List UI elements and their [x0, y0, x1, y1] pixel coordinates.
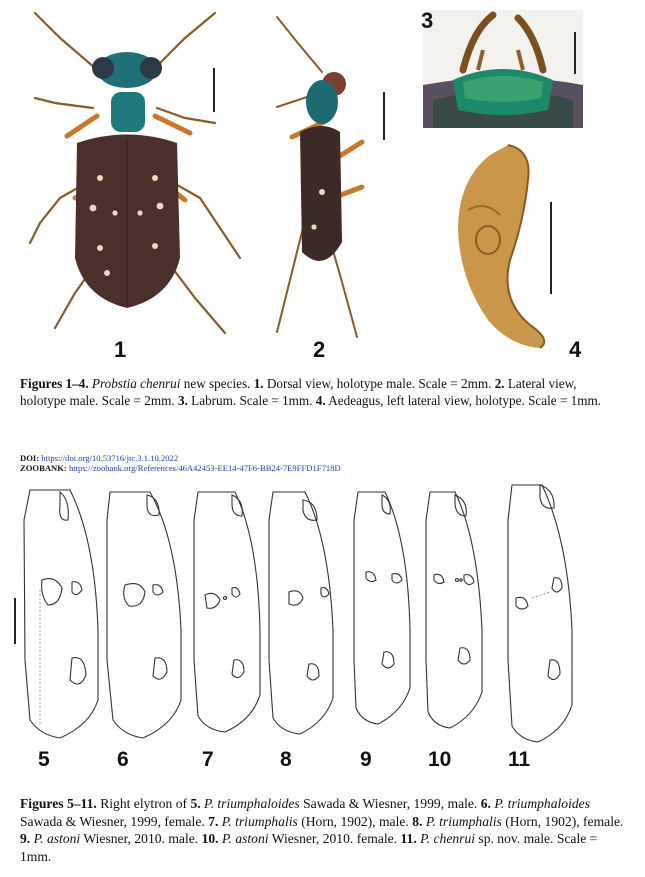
- figure-label-3: 3: [421, 8, 434, 33]
- doi-line: DOI: https://doi.org/10.53716/jtc.3.1.10.2022: [20, 453, 179, 463]
- elytron-6: [107, 492, 181, 738]
- scale-bar: [383, 92, 385, 140]
- elytron-9: [354, 492, 410, 724]
- lateral-view-beetle-photo: [262, 12, 392, 342]
- scale-bar: [14, 598, 16, 644]
- figure-label-9: 9: [360, 748, 372, 771]
- figure-label-10: 10: [428, 748, 452, 771]
- dorsal-view-beetle-photo: [15, 8, 245, 338]
- elytron-10: [426, 492, 482, 728]
- zoobank-line: ZOOBANK: https://zoobank.org/References/46A42453-EE14-47F6-BB24-7E9FFD1F718D: [20, 463, 341, 473]
- figure-label-2: 2: [313, 337, 326, 362]
- figure-label-5: 5: [38, 748, 50, 771]
- scale-bar: [574, 32, 576, 74]
- elytron-8: [269, 492, 333, 734]
- elytron-11: [508, 485, 572, 742]
- figure-label-8: 8: [280, 748, 292, 771]
- scale-bar: [550, 202, 552, 294]
- elytra-drawings: [0, 480, 645, 745]
- figure-label-7: 7: [202, 748, 214, 771]
- figure-label-11: 11: [508, 748, 531, 771]
- doi-link[interactable]: https://doi.org/10.53716/jtc.3.1.10.2022: [41, 453, 179, 463]
- aedeagus-photo: [440, 140, 560, 355]
- labrum-photo: [423, 10, 583, 128]
- zoobank-link[interactable]: https://zoobank.org/References/46A42453-EE14-47F6-BB24-7E9FFD1F718D: [68, 463, 341, 473]
- figure-label-4: 4: [569, 337, 582, 362]
- elytron-5: [24, 490, 98, 738]
- figure-label-1: 1: [114, 337, 127, 362]
- scale-bar: [213, 68, 215, 112]
- figure-label-6: 6: [117, 748, 129, 771]
- figure-caption-5-11: Figures 5–11. Right elytron of 5. P. triumphaloides Sawada & Wiesner, 1999, male. 6. P. triumphaloides Sawada & Wiesner, 1999, female. 7. P. triumphalis (Horn, 1902), male. 8. P. triumphalis (Horn, 1902), female. 9. P. astoni Wiesner, 2010. male. 10. P. astoni Wiesner, 2010. female. 11. P. chenrui sp. nov. male. Scale = 1mm.: [20, 796, 624, 864]
- elytron-7: [194, 492, 260, 732]
- figure-caption-1-4: Figures 1–4. Probstia chenrui new species. 1. Dorsal view, holotype male. Scale = 2mm. 2. Lateral view, holotype male. Scale = 2mm. 3. Labrum. Scale = 1mm. 4. Aedeagus, left lateral view, holotype. Scale = 1mm.: [20, 376, 602, 408]
